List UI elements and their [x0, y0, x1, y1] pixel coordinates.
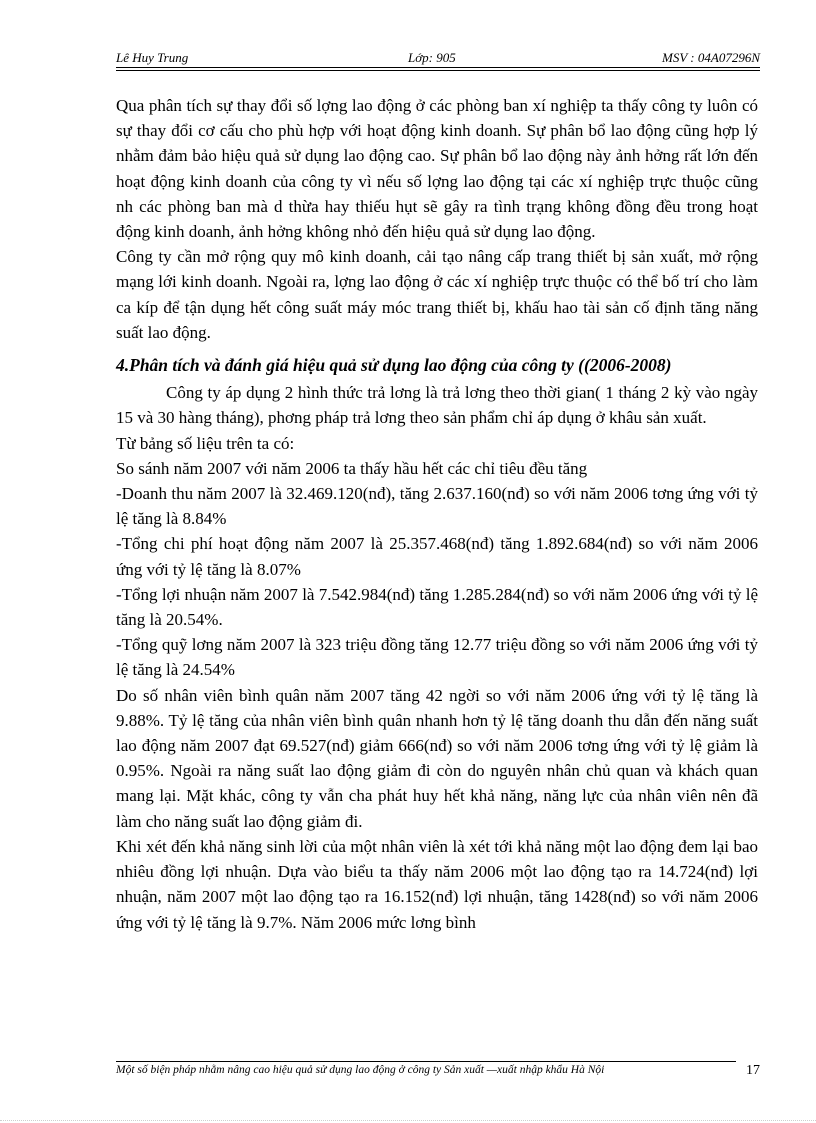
- header-class: Lớp: 905: [408, 50, 456, 65]
- paragraph-11: Khi xét đến khả năng sinh lời của một nhân viên là xét tới khả năng một lao động đem lại bao nhiêu đồng lợi nhuận. Dựa vào biểu ta thấy năm 2006 một lao động tạo ra 14.724(nđ) lợi nhuận, năm 2007 một lao động tạo ra 16.152(nđ) lợi nhuận, tăng 1428(nđ) so với năm 2006 ứng với tỷ lệ tăng là 9.7%. Năm 2006 mức lơng bình: [116, 836, 758, 932]
- paragraph-7: -Tổng chi phí hoạt động năm 2007 là 25.357.468(nđ) tăng 1.892.684(nđ) so với năm 2006 ứng với tỷ lệ tăng là 8.07%: [116, 534, 758, 579]
- section-heading: 4.Phân tích và đánh giá hiệu quả sử dụng lao động của công ty ((2006-2008): [116, 355, 672, 376]
- paragraph-8: -Tổng lợi nhuận năm 2007 là 7.542.984(nđ) tăng 1.285.284(nđ) so với năm 2006 ứng với tỷ lệ tăng là 20.54%.: [116, 584, 758, 630]
- paragraph-4: Từ bảng số liệu trên ta có:: [116, 433, 295, 453]
- paragraph-10: Do số nhân viên bình quân năm 2007 tăng 42 ngời so với năm 2006 ứng với tỷ lệ tăng là 9.88%. Tỷ lệ tăng của nhân viên bình quân nhanh hơn tỷ lệ tăng doanh thu dẫn đến năng suất lao động năm 2007 đạt 69.527(nđ) giảm 666(nđ) so với năm 2006 tơng ứng với tỷ lệ giảm là 0.95%. Ngoài ra năng suất lao động giảm đi còn do nguyên nhân chủ quan và khách quan mang lại. Mặt khác, công ty vẫn cha phát huy hết khả năng, năng lực của nhân viên nên đã làm cho năng suất lao động giảm đi.: [116, 685, 758, 831]
- page-number: 17: [746, 1063, 760, 1078]
- paragraph-5: So sánh năm 2007 với năm 2006 ta thấy hầu hết các chỉ tiêu đều tăng: [116, 458, 588, 478]
- page-footer: [116, 1064, 760, 1076]
- paragraph-6: -Doanh thu năm 2007 là 32.469.120(nđ), tăng 2.637.160(nđ) so với năm 2006 tơng ứng với tỷ lệ tăng là 8.84%: [116, 484, 758, 529]
- document-body: [116, 93, 758, 935]
- footer-title: Một số biện pháp nhằm nâng cao hiệu quả sử dụng lao động ở công ty Sản xuất —xuất nhập khẩu Hà Nội: [116, 1064, 605, 1076]
- page-bottom-border: [0, 1120, 816, 1121]
- header-student-id: MSV : 04A07296N: [662, 50, 760, 65]
- paragraph-9: -Tổng quỹ lơng năm 2007 là 323 triệu đồng tăng 12.77 triệu đồng so với năm 2006 ứng với tỷ lệ tăng là 24.54%: [116, 635, 758, 680]
- header-rule: [116, 67, 760, 71]
- paragraph-2: Công ty cần mở rộng quy mô kinh doanh, cải tạo nâng cấp trang thiết bị sản xuất, mở rộng mạng lới kinh doanh. Ngoài ra, lợng lao động ở các xí nghiệp trực thuộc có thể bố trí cho làm ca kíp để tận dụng hết công suất máy móc trang thiết bị, khấu hao tài sản cố định tăng năng suất lao động.: [116, 247, 758, 342]
- page-header: [116, 50, 760, 66]
- header-author: Lê Huy Trung: [116, 50, 189, 65]
- paragraph-1: Qua phân tích sự thay đổi số lợng lao động ở các phòng ban xí nghiệp ta thấy công ty luôn có sự thay đổi cơ cấu cho phù hợp với hoạt động kinh doanh. Sự phân bổ lao động cũng hợp lý nhằm đảm bảo hiệu quả sử dụng lao động cao. Sự phân bổ lao động này ảnh hởng rất lớn đến hoạt động kinh doanh của công ty vì nếu số lợng lao động tại các xí nghiệp trực thuộc cũng nh các phòng ban mà d thừa hay thiếu hụt sẽ gây ra tình trạng không đồng đều trong hoạt động kinh doanh, ảnh hởng không nhỏ đến hiệu quả sử dụng lao động.: [116, 96, 758, 242]
- footer-rule: [116, 1061, 736, 1062]
- paragraph-3: Công ty áp dụng 2 hình thức trả lơng là trả lơng theo thời gian( 1 tháng 2 kỳ vào ngày 15 và 30 hàng tháng), phơng pháp trả lơng theo sản phẩm chỉ áp dụng ở khâu sản xuất.: [116, 383, 758, 428]
